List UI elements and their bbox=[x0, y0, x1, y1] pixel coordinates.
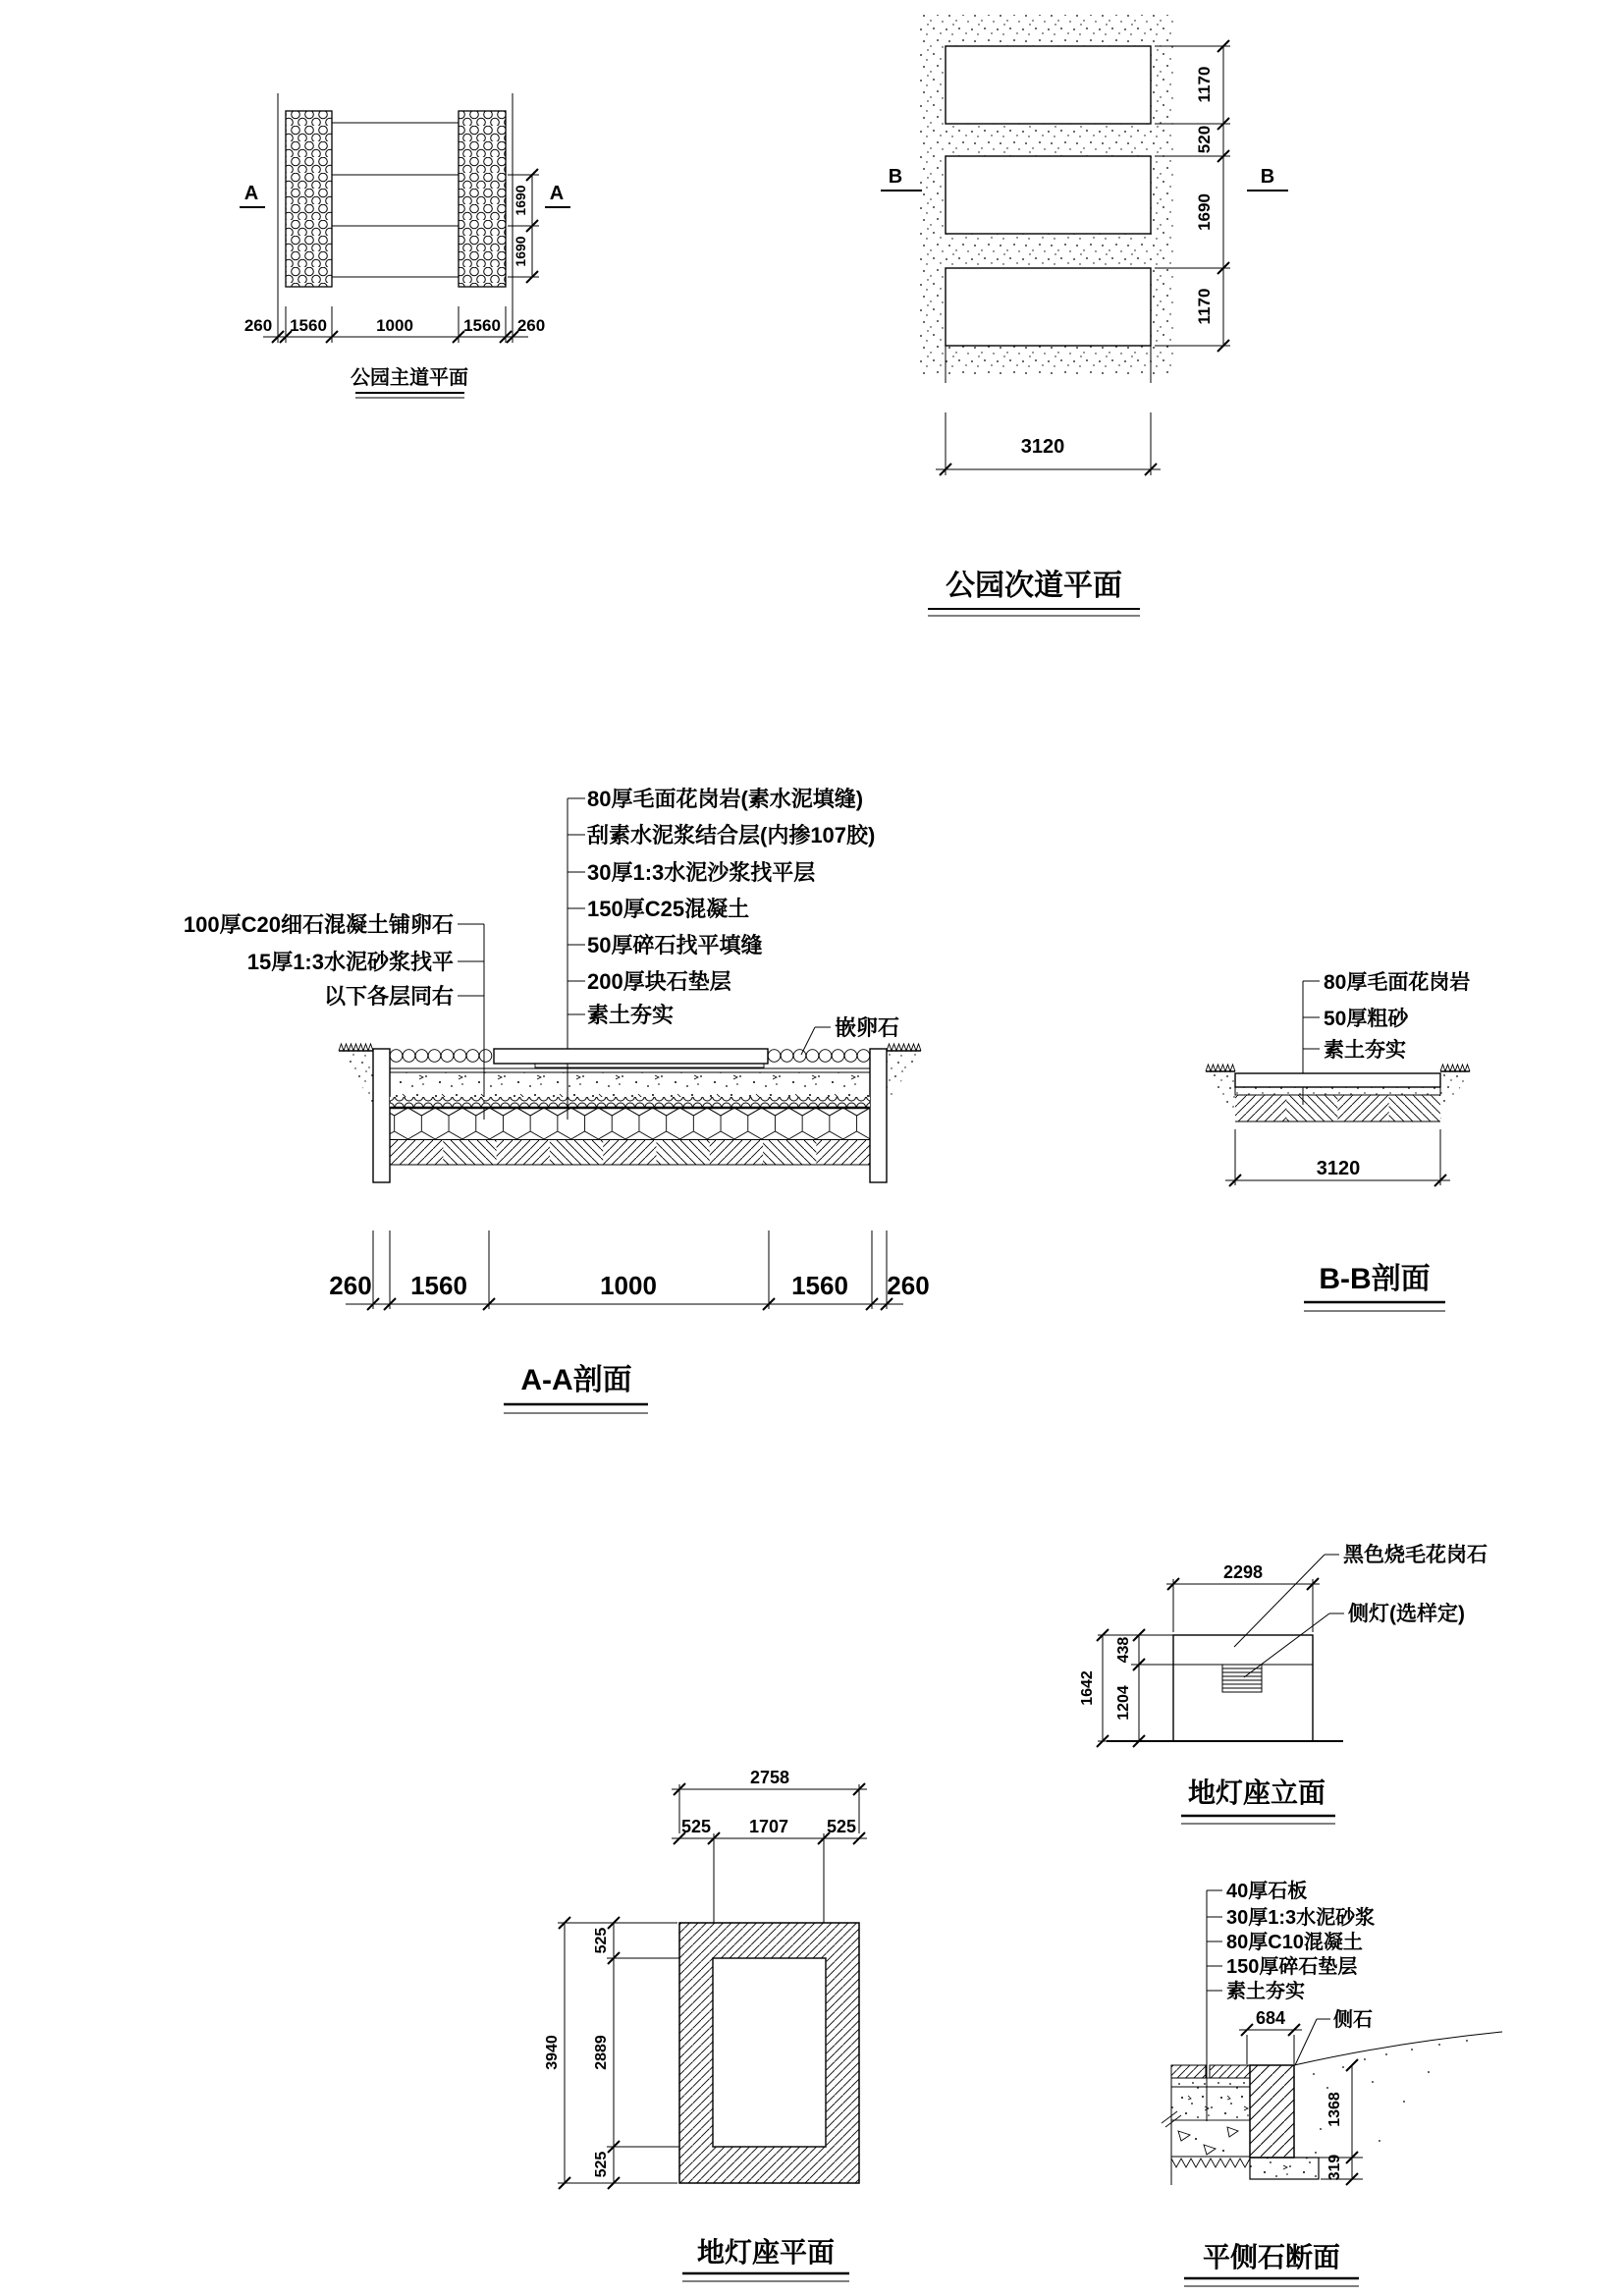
drawing-title bbox=[682, 2237, 849, 2281]
pebble-strip-right bbox=[459, 111, 506, 287]
drawing-title bbox=[928, 569, 1140, 616]
note-label: 黑色烧毛花岗石 bbox=[1343, 1544, 1488, 1566]
stone-slab-2 bbox=[1210, 2065, 1250, 2078]
concrete-layer bbox=[390, 1072, 870, 1097]
concrete-footing bbox=[1250, 2158, 1319, 2179]
dim-label: 1560 bbox=[410, 1271, 467, 1300]
ground-grass bbox=[1206, 1065, 1470, 1071]
soil-wedge-left bbox=[1207, 1073, 1235, 1120]
marker-label: A bbox=[243, 183, 259, 204]
dim-label: 319 bbox=[1326, 2154, 1343, 2181]
right-dimension-chain bbox=[1319, 2059, 1363, 2185]
note-label: 80厚C10混凝土 bbox=[1226, 1932, 1363, 1953]
mortar-layer bbox=[1171, 2078, 1250, 2087]
dim-label: 2298 bbox=[1222, 1562, 1264, 1582]
dim-label: 3940 bbox=[544, 2035, 561, 2070]
title-text: 地灯座立面 bbox=[1187, 1777, 1326, 1808]
inner-opening bbox=[713, 1958, 826, 2147]
note-label: 侧灯(选样定) bbox=[1348, 1603, 1465, 1625]
dim-label: 260 bbox=[243, 316, 273, 335]
block-stone-layer bbox=[390, 1109, 870, 1139]
note-label: 80厚毛面花岗岩(素水泥填缝) bbox=[587, 787, 864, 811]
tamped-soil-marks bbox=[1171, 2159, 1250, 2167]
bottom-dimension bbox=[936, 412, 1161, 475]
dim-label: 1690 bbox=[513, 185, 528, 216]
dim-label: 2889 bbox=[593, 2035, 610, 2070]
drawing-title bbox=[351, 365, 468, 398]
drawing-title bbox=[1304, 1263, 1445, 1311]
tamped-soil-layer bbox=[1235, 1095, 1440, 1121]
drawing-title bbox=[1181, 1777, 1335, 1824]
bottom-dimension-chain bbox=[329, 1230, 929, 1310]
marker-label: A bbox=[549, 183, 565, 204]
note-label: 素土夯实 bbox=[1324, 1039, 1406, 1062]
title-text: 公园主道平面 bbox=[351, 367, 468, 389]
soil-wedge-left bbox=[340, 1053, 373, 1104]
left-dimension-chains bbox=[544, 1917, 679, 2189]
dim-label: 3120 bbox=[1020, 436, 1065, 458]
dim-label: 1170 bbox=[1195, 66, 1214, 103]
note-label: 150厚碎石垫层 bbox=[1226, 1956, 1358, 1978]
right-notes bbox=[568, 787, 875, 1120]
main-road-plan bbox=[240, 93, 570, 398]
note-label: 50厚粗砂 bbox=[1324, 1008, 1409, 1030]
section-marker-b-right bbox=[1247, 166, 1288, 191]
edge-post-right bbox=[870, 1049, 887, 1182]
pebble-strip-left bbox=[286, 111, 332, 287]
note-label: 嵌卵石 bbox=[835, 1015, 900, 1040]
ground-slope-curve bbox=[1294, 2032, 1502, 2065]
note-label: 素土夯实 bbox=[1226, 1981, 1305, 2002]
kerb-section bbox=[1162, 1879, 1502, 2286]
dim-label: 1642 bbox=[1079, 1670, 1096, 1706]
dim-label: 525 bbox=[680, 1817, 712, 1836]
bottom-dimension-chain bbox=[244, 306, 545, 343]
section-marker-b-left bbox=[881, 166, 922, 191]
sand-layer bbox=[1235, 1087, 1440, 1095]
dim-label: 260 bbox=[329, 1271, 372, 1300]
paving-slab-2 bbox=[946, 156, 1151, 234]
dim-label: 260 bbox=[887, 1271, 930, 1300]
granite-slab bbox=[494, 1049, 768, 1064]
note-label: 200厚块石垫层 bbox=[587, 969, 731, 994]
left-dimension-chains bbox=[1079, 1629, 1173, 1747]
dim-label: 1000 bbox=[600, 1271, 657, 1300]
section-marker-a-left bbox=[240, 183, 265, 207]
stone-slab-1 bbox=[1171, 2065, 1206, 2078]
note-label: 50厚碎石找平填缝 bbox=[587, 933, 763, 957]
lamp-plan bbox=[544, 1768, 867, 2281]
note-label: 150厚C25混凝土 bbox=[587, 897, 750, 921]
title-text: A-A剖面 bbox=[520, 1364, 632, 1396]
note-label: 40厚石板 bbox=[1226, 1881, 1308, 1902]
dim-label: 525 bbox=[593, 1927, 610, 1954]
paving-joint-lines bbox=[332, 123, 459, 277]
dim-label: 520 bbox=[1195, 125, 1214, 154]
paving-slab-3 bbox=[946, 268, 1151, 346]
bottom-dimension bbox=[1225, 1129, 1450, 1186]
top-dimension bbox=[1166, 1562, 1320, 1632]
dim-label: 1170 bbox=[1195, 288, 1214, 325]
dim-label: 1690 bbox=[513, 236, 528, 267]
dim-label: 1560 bbox=[791, 1271, 848, 1300]
dim-label: 525 bbox=[826, 1817, 857, 1836]
note-label: 侧石 bbox=[1333, 2009, 1373, 2031]
dim-label: 3120 bbox=[1316, 1158, 1361, 1179]
kerb-stone bbox=[1250, 2065, 1294, 2158]
concrete-layer bbox=[1171, 2087, 1250, 2120]
section-aa bbox=[184, 787, 930, 1413]
note-label: 30厚1:3水泥沙浆找平层 bbox=[587, 860, 816, 885]
section-bb bbox=[1206, 970, 1470, 1311]
dim-label: 1707 bbox=[748, 1817, 789, 1836]
drawing-title bbox=[1184, 2242, 1359, 2286]
dim-label: 525 bbox=[593, 2151, 610, 2178]
pebble-row-left bbox=[390, 1050, 492, 1063]
title-text: B-B剖面 bbox=[1319, 1263, 1431, 1295]
dim-label: 1560 bbox=[290, 316, 327, 335]
dim-label: 1690 bbox=[1195, 193, 1214, 231]
kerb-width-dimension bbox=[1239, 2008, 1302, 2064]
title-text: 地灯座平面 bbox=[696, 2237, 836, 2268]
gravel-layer bbox=[1171, 2127, 1250, 2167]
dim-label: 1204 bbox=[1115, 1685, 1132, 1721]
granite-slab bbox=[1235, 1073, 1440, 1087]
lamp-elevation bbox=[1079, 1543, 1488, 1824]
note-label: 30厚1:3水泥砂浆 bbox=[1226, 1907, 1376, 1929]
pebble-row-right bbox=[768, 1050, 870, 1063]
dim-label: 684 bbox=[1255, 2008, 1286, 2028]
note-label: 15厚1:3水泥砂浆找平 bbox=[246, 950, 454, 974]
dim-label: 1000 bbox=[376, 316, 413, 335]
granite-note bbox=[1234, 1543, 1488, 1647]
paving-slab-1 bbox=[946, 46, 1151, 124]
note-label: 100厚C20细石混凝土铺卵石 bbox=[183, 912, 454, 937]
marker-label: B bbox=[1260, 166, 1275, 188]
dim-label: 438 bbox=[1115, 1636, 1132, 1664]
tamped-soil-layer bbox=[390, 1140, 870, 1165]
section-marker-a-right bbox=[545, 183, 570, 207]
dim-label: 260 bbox=[516, 316, 546, 335]
edge-post-left bbox=[373, 1049, 390, 1182]
note-label: 素土夯实 bbox=[587, 1003, 675, 1027]
secondary-road-plan bbox=[881, 15, 1288, 616]
right-dimension-chain bbox=[508, 169, 539, 283]
note-label: 刮素水泥浆结合层(内掺107胶) bbox=[587, 823, 876, 847]
note-label: 80厚毛面花岗岩 bbox=[1324, 971, 1471, 994]
note-label: 以下各层同右 bbox=[323, 984, 454, 1009]
crushed-stone-row bbox=[390, 1097, 870, 1107]
title-text: 平侧石断面 bbox=[1202, 2242, 1341, 2272]
dim-label: 2758 bbox=[749, 1768, 790, 1787]
soil-wedge-right bbox=[1440, 1073, 1469, 1120]
top-dimension-chains bbox=[672, 1768, 867, 1923]
dim-label: 1560 bbox=[463, 316, 501, 335]
dim-label: 1368 bbox=[1326, 2092, 1343, 2127]
marker-label: B bbox=[888, 166, 903, 188]
soil-wedge-right bbox=[887, 1053, 920, 1104]
title-text: 公园次道平面 bbox=[946, 570, 1122, 602]
drawing-title bbox=[504, 1364, 648, 1413]
